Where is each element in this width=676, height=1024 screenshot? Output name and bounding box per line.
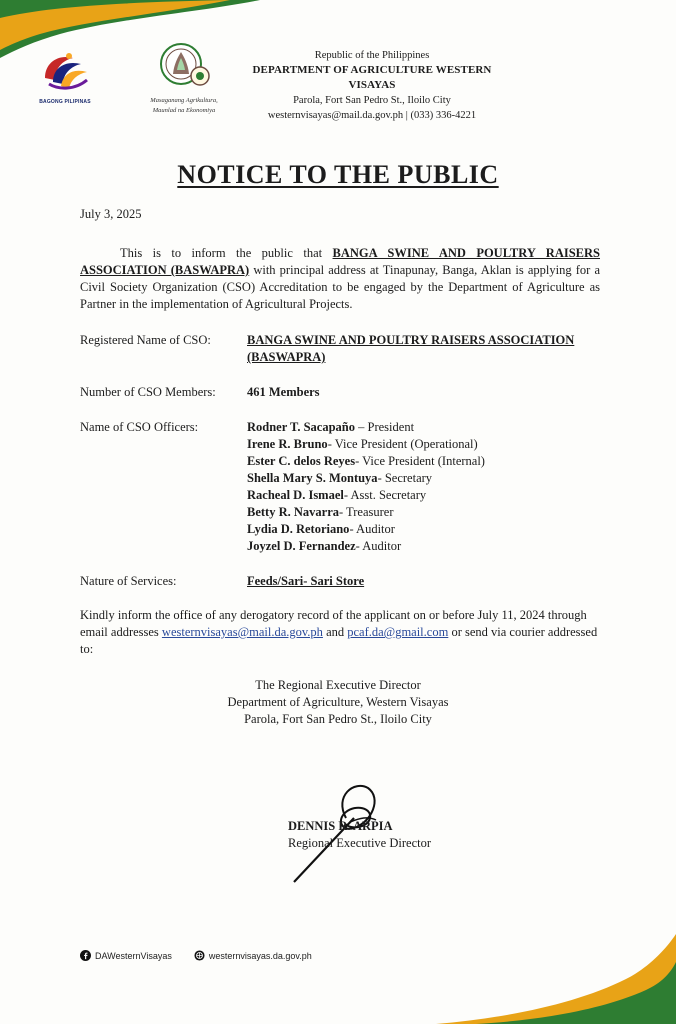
signatory-title: Regional Executive Director (288, 836, 431, 850)
closing-text-2: or send via courier addressed to: (80, 625, 598, 656)
intro-paragraph (80, 245, 600, 313)
members-row (80, 384, 620, 401)
email-link-pcaf[interactable]: pcaf.da@gmail.com (347, 625, 449, 639)
officers-list (247, 419, 617, 555)
footer-facebook[interactable] (80, 950, 172, 961)
da-seal-icon (156, 40, 212, 90)
services-label: Nature of Services: (80, 574, 177, 588)
intro-org-name: BANGA SWINE AND POULTRY RAISERS ASSOCIATION (BASWAPRA) (80, 246, 600, 277)
services-row (80, 573, 620, 590)
department-of-agriculture-logo (138, 40, 230, 115)
bagong-pilipinas-caption: BAGONG PILIPINAS (39, 99, 91, 105)
registered-name-row (80, 332, 620, 368)
letterhead-department: DEPARTMENT OF AGRICULTURE WESTERN VISAYAS (252, 64, 492, 91)
addressee-line-1: The Regional Executive Director (255, 678, 421, 692)
da-tagline-2: Maunlad na Ekonomiya (152, 107, 216, 114)
addressee-line-3: Parola, Fort San Pedro St., Iloilo City (244, 712, 432, 726)
da-tagline-1: Masaganang Agrikultura, (150, 97, 218, 104)
services-value: Feeds/Sari- Sari Store (247, 574, 365, 588)
officer-item: Rodner T. Sacapaño – President (247, 420, 415, 434)
officer-item: Racheal D. Ismael- Asst. Secretary (247, 488, 427, 502)
facebook-icon (80, 950, 91, 961)
closing-text-1: Kindly inform the office of any derogatory record of the applicant on or before July 11, 2024 through email addresses (80, 608, 587, 639)
registered-name-label: Registered Name of CSO: (80, 333, 211, 347)
footer-website[interactable] (194, 950, 312, 961)
registered-name-value: BANGA SWINE AND POULTRY RAISERS ASSOCIATION (BASWAPRA) (247, 333, 575, 364)
officers-row (80, 419, 620, 559)
letterhead (236, 48, 508, 123)
email-link-westernvisayas[interactable]: westernvisayas@mail.da.gov.ph (161, 625, 323, 639)
bagong-pilipinas-logo (30, 48, 100, 118)
intro-rest: with principal address at Tinapunay, Banga, Aklan is applying for a Civil Society Organization (CSO) Accreditation to be engaged by the Department of Agriculture as Partner in the implementation of Agricultural Projects. (80, 263, 600, 311)
notice-date: July 3, 2025 (80, 207, 142, 221)
officer-item: Shella Mary S. Montuya- Secretary (247, 471, 433, 485)
footer-website-text: westernvisayas.da.gov.ph (208, 950, 312, 961)
addressee-block (0, 677, 676, 728)
letterhead-address: Parola, Fort San Pedro St., Iloilo City (293, 95, 451, 106)
officer-item: Irene R. Bruno- Vice President (Operational) (247, 437, 478, 451)
officer-item: Ester C. delos Reyes- Vice President (Internal) (247, 454, 485, 468)
closing-paragraph (80, 607, 605, 658)
officer-item: Joyzel D. Fernandez- Auditor (247, 539, 402, 553)
closing-and: and (322, 625, 348, 639)
addressee-line-2: Department of Agriculture, Western Visayas (227, 695, 449, 709)
officer-item: Lydia D. Retoriano- Auditor (247, 522, 395, 536)
footer-facebook-text: DAWesternVisayas (95, 950, 172, 961)
signatory-block (288, 818, 431, 852)
globe-icon (194, 950, 205, 961)
intro-lead: This is to inform the public that (120, 246, 333, 260)
officers-label: Name of CSO Officers: (80, 420, 199, 434)
page-title: NOTICE TO THE PUBLIC (177, 160, 499, 189)
footer (80, 950, 312, 961)
letterhead-contact: westernvisayas@mail.da.gov.ph | (033) 336-4221 (267, 110, 477, 121)
members-label: Number of CSO Members: (80, 385, 216, 399)
letterhead-republic: Republic of the Philippines (314, 50, 430, 61)
members-value: 461 Members (247, 385, 320, 399)
bagong-pilipinas-emblem-icon (39, 48, 91, 92)
corner-swoosh-bottom (436, 934, 676, 1024)
officer-item: Betty R. Navarra- Treasurer (247, 505, 394, 519)
signatory-name: DENNIS R. ARPIA (288, 819, 393, 833)
